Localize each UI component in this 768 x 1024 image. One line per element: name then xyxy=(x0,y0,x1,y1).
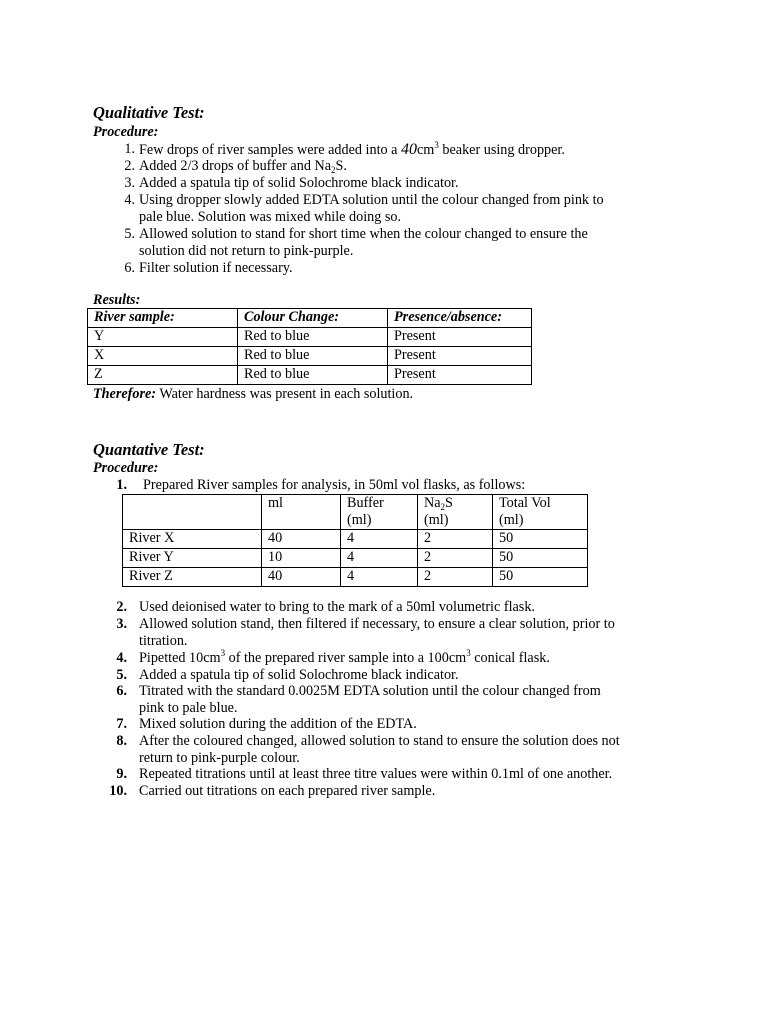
step-number: 2. xyxy=(116,599,127,615)
quantitative-title: Quantative Test: xyxy=(93,440,205,459)
header-cell: Colour Change: xyxy=(238,309,388,328)
table-cell: Red to blue xyxy=(238,366,388,385)
step-text-continued: solution did not return to pink-purple. xyxy=(139,243,354,259)
table-cell: 4 xyxy=(341,568,418,587)
therefore-label: Therefore: xyxy=(93,386,157,402)
step-text-continued: return to pink-purple colour. xyxy=(139,750,300,766)
step-number: 1. xyxy=(116,477,127,493)
sample-prep-header-row xyxy=(123,495,588,530)
header-cell: Total Vol (ml) xyxy=(493,495,588,530)
table-row xyxy=(123,568,588,587)
table-cell: 50 xyxy=(493,549,588,568)
step-number: 8. xyxy=(116,733,127,749)
step-number: 10. xyxy=(109,783,127,799)
step-number: 5. xyxy=(116,667,127,683)
step-text: Added 2/3 drops of buffer and $Na_2S$. xyxy=(139,158,347,175)
results-table-header-row xyxy=(88,309,532,328)
table-cell: Present xyxy=(388,366,532,385)
step-text: Titrated with the standard 0.0025M EDTA solution until the colour changed from xyxy=(139,683,601,699)
table-row xyxy=(123,530,588,549)
table-cell: 2 xyxy=(418,568,493,587)
step-text: Carried out titrations on each prepared river sample. xyxy=(139,783,436,799)
step-text: Pipetted $10cm^3$ of the prepared river sample into a $100cm^3$ conical flask. xyxy=(139,648,550,666)
table-cell: 4 xyxy=(341,549,418,568)
step-text-continued: pink to pale blue. xyxy=(139,700,238,716)
step-number: 4. xyxy=(116,650,127,666)
step-text: After the coloured changed, allowed solution to stand to ensure the solution does not xyxy=(139,733,620,749)
table-cell: 50 xyxy=(493,530,588,549)
table-cell: Y xyxy=(88,328,238,347)
step-text: Few drops of river samples were added into a $40cm^3$ beaker using dropper. xyxy=(139,140,565,158)
header-cell: Buffer (ml) xyxy=(341,495,418,530)
step-text: Allowed solution to stand for short time when the colour changed to ensure the xyxy=(139,226,588,242)
step-number: 5. xyxy=(124,226,135,242)
table-cell: River Z xyxy=(123,568,262,587)
header-cell xyxy=(123,495,262,530)
table-cell: X xyxy=(88,347,238,366)
step-number: 2. xyxy=(124,158,135,174)
therefore-text: Water hardness was present in each solution. xyxy=(156,386,414,402)
table-cell: 4 xyxy=(341,530,418,549)
table-cell: 50 xyxy=(493,568,588,587)
table-cell: 40 xyxy=(262,568,341,587)
header-cell: Presence/absence: xyxy=(388,309,532,328)
therefore-statement xyxy=(93,386,413,403)
table-cell: Red to blue xyxy=(238,347,388,366)
table-cell: Red to blue xyxy=(238,328,388,347)
qualitative-title: Qualitative Test: xyxy=(93,103,205,122)
step-text: Used deionised water to bring to the mark of a 50ml volumetric flask. xyxy=(139,599,535,615)
header-cell: ml xyxy=(262,495,341,530)
step-text: Added a spatula tip of solid Solochrome black indicator. xyxy=(139,667,459,683)
table-cell: 2 xyxy=(418,549,493,568)
step-number: 3. xyxy=(116,616,127,632)
step-text-continued: pale blue. Solution was mixed while doing so. xyxy=(139,209,402,225)
table-cell: 2 xyxy=(418,530,493,549)
table-cell: 40 xyxy=(262,530,341,549)
step-text: Filter solution if necessary. xyxy=(139,260,293,276)
step-number: 7. xyxy=(116,716,127,732)
step-number: 4. xyxy=(124,192,135,208)
step-text: Allowed solution stand, then filtered if necessary, to ensure a clear solution, prior to xyxy=(139,616,615,632)
step-text: Prepared River samples for analysis, in 50ml vol flasks, as follows: xyxy=(143,477,526,493)
step-text: Repeated titrations until at least three titre values were within 0.1ml of one another. xyxy=(139,766,613,782)
step-number: 6. xyxy=(124,260,135,276)
results-label: Results: xyxy=(93,292,141,308)
table-row xyxy=(88,366,532,385)
table-cell: 10 xyxy=(262,549,341,568)
table-cell: River X xyxy=(123,530,262,549)
step-text: Added a spatula tip of solid Solochrome black indicator. xyxy=(139,175,459,191)
step-text-continued: titration. xyxy=(139,633,188,649)
step-number: 1. xyxy=(124,141,135,157)
step-number: 3. xyxy=(124,175,135,191)
table-cell: Present xyxy=(388,347,532,366)
qualitative-procedure-label: Procedure: xyxy=(93,124,159,140)
quantitative-procedure-label: Procedure: xyxy=(93,460,159,476)
table-row xyxy=(88,328,532,347)
header-cell: $Na_2S$ (ml) xyxy=(418,495,493,530)
results-table xyxy=(87,308,532,385)
step-text: Using dropper slowly added EDTA solution until the colour changed from pink to xyxy=(139,192,604,208)
sample-prep-table xyxy=(122,494,588,587)
table-cell: Z xyxy=(88,366,238,385)
step-text: Mixed solution during the addition of the EDTA. xyxy=(139,716,417,732)
step-number: 9. xyxy=(116,766,127,782)
table-row xyxy=(123,549,588,568)
step-number: 6. xyxy=(116,683,127,699)
table-cell: Present xyxy=(388,328,532,347)
table-cell: River Y xyxy=(123,549,262,568)
header-cell: River sample: xyxy=(88,309,238,328)
table-row xyxy=(88,347,532,366)
